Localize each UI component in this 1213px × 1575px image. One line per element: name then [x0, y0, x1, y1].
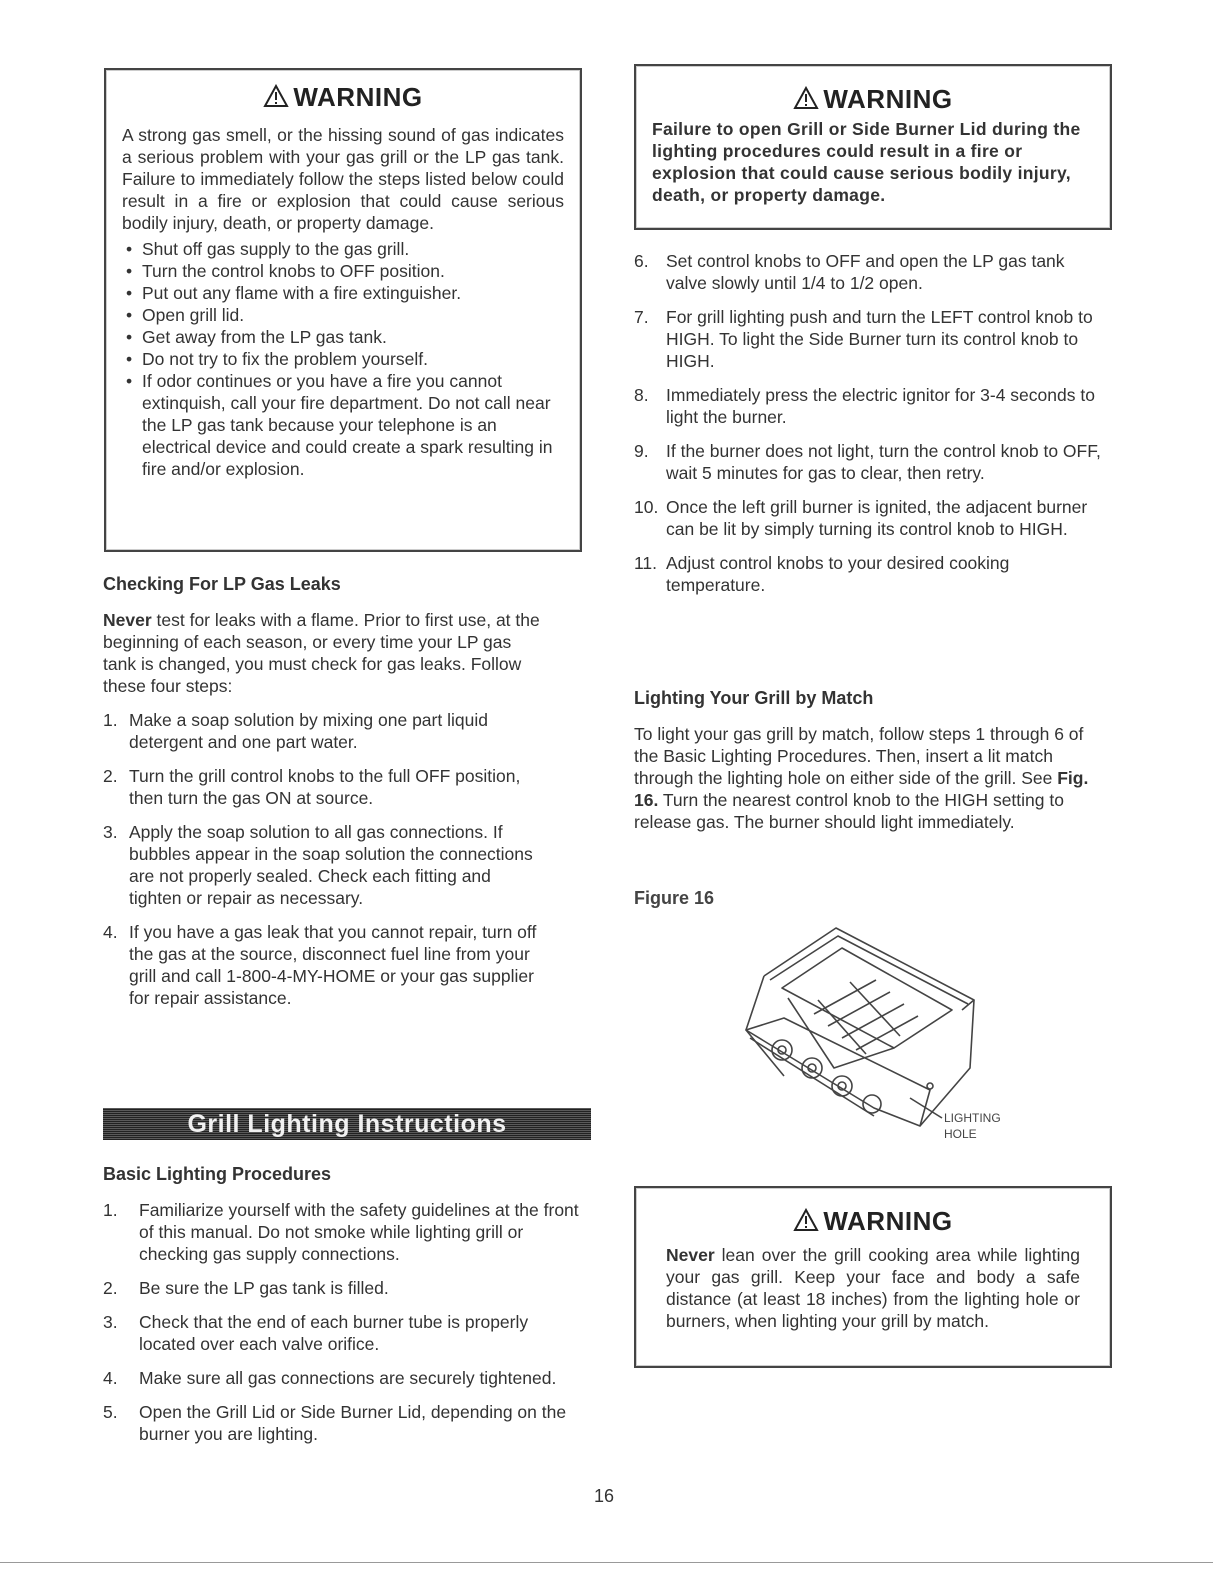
leak-check-section [103, 574, 543, 1009]
warning-title: WARNING [122, 82, 564, 114]
list-item: 4. Make sure all gas connections are securely tightened. [103, 1368, 557, 1388]
basic-step-list [103, 1199, 583, 1445]
list-item: 4. If you have a gas leak that you cannot repair, turn off the gas at the source, disconnect fuel line from your grill and call 1-800-4-MY-HOME or your gas supplier for repair assistance. [103, 922, 537, 1008]
list-item: • Put out any flame with a fire extinguisher. [126, 283, 462, 304]
warning-box-never-lean [634, 1186, 1112, 1368]
grill-illustration [724, 918, 994, 1142]
basic-step-list-continued [634, 250, 1104, 596]
match-lighting-section [634, 688, 1104, 833]
list-item: 9. If the burner does not light, turn the control knob to OFF, wait 5 minutes for gas to clear, then retry. [634, 441, 1101, 483]
list-item: • Get away from the LP gas tank. [126, 327, 387, 348]
warning-intro: A strong gas smell, or the hissing sound of gas indicates a serious problem with your gas grill or the LP gas tank. Failure to immediately follow the steps listed below could result in a fire or explosion that could cause serious bodily injury, death, or property damage. [122, 125, 564, 234]
list-item: 2. Be sure the LP gas tank is filled. [103, 1278, 389, 1298]
list-item: 3. Check that the end of each burner tube is properly located over each valve orifice. [103, 1312, 529, 1354]
list-item: • Shut off gas supply to the gas grill. [126, 239, 410, 260]
list-item: 8. Immediately press the electric ignitor for 3-4 seconds to light the burner. [634, 385, 1095, 427]
warning-triangle-icon [793, 86, 819, 116]
figure-caption: Figure 16 [634, 888, 715, 908]
warning-triangle-icon [793, 1208, 819, 1238]
list-item: 1. Familiarize yourself with the safety guidelines at the front of this manual. Do not smoke while lighting grill or checking gas supply connections. [103, 1200, 579, 1264]
warning-title: WARNING [666, 1206, 1080, 1238]
warning-bullet-list [122, 238, 564, 480]
bottom-divider [0, 1562, 1213, 1563]
banner-title: Grill Lighting Instructions [187, 1109, 507, 1138]
lighting-hole-label: LIGHTING HOLE [944, 1111, 1001, 1141]
warning-box-open-lid [634, 64, 1112, 230]
basic-lighting-section [103, 1164, 583, 1445]
warning-triangle-icon [263, 84, 289, 114]
list-item: 11. Adjust control knobs to your desired cooking temperature. [634, 553, 1010, 595]
warning-box-gas-smell [104, 68, 582, 552]
page-number: 16 [594, 1486, 615, 1506]
list-item: • Do not try to fix the problem yourself. [126, 349, 428, 370]
list-item: 10. Once the left grill burner is ignited, the adjacent burner can be lit by simply turning its control knob to HIGH. [634, 497, 1088, 539]
list-item: 3. Apply the soap solution to all gas connections. If bubbles appear in the soap solution the connections are not properly sealed. Check each fitting and tighten or repair as necessary. [103, 822, 533, 908]
list-item: • Open grill lid. [126, 305, 245, 326]
list-item: 5. Open the Grill Lid or Side Burner Lid, depending on the burner you are lighting. [103, 1402, 567, 1444]
list-item: 6. Set control knobs to OFF and open the LP gas tank valve slowly until 1/4 to 1/2 open. [634, 251, 1065, 293]
section-heading: Basic Lighting Procedures [103, 1164, 332, 1184]
warning-text: Never lean over the grill cooking area while lighting your gas grill. Keep your face and body a safe distance (at least 18 inches) from the lighting hole or burners, when lighting your grill by match. [666, 1245, 1080, 1332]
list-item: • If odor continues or you have a fire you cannot extinquish, call your fire department. Do not call near the LP gas tank because your telephone is an electrical device and could create a spark resulting in fire and/or explosion. [126, 371, 553, 480]
warning-title: WARNING [652, 84, 1094, 116]
section-heading: Lighting Your Grill by Match [634, 688, 874, 708]
leak-step-list [103, 709, 543, 1009]
list-item: 1. Make a soap solution by mixing one part liquid detergent and one part water. [103, 710, 488, 752]
warning-text: Failure to open Grill or Side Burner Lid during the lighting procedures could result in a fire or explosion that could cause serious bodily injury, death, or property damage. [652, 119, 1081, 206]
list-item: 2. Turn the grill control knobs to the full OFF position, then turn the gas ON at source. [103, 766, 521, 808]
section-heading: Checking For LP Gas Leaks [103, 574, 341, 594]
section-banner [103, 1108, 591, 1140]
leak-intro: Never test for leaks with a flame. Prior to first use, at the beginning of each season, or every time your LP gas tank is changed, you must check for gas leaks. Follow these four steps: [103, 610, 540, 696]
list-item: • Turn the control knobs to OFF position. [126, 261, 445, 282]
basic-lighting-continued [634, 250, 1104, 596]
list-item: 7. For grill lighting push and turn the LEFT control knob to HIGH. To light the Side Burner turn its control knob to HIGH. [634, 307, 1093, 371]
match-instructions: To light your gas grill by match, follow steps 1 through 6 of the Basic Lighting Procedures. Then, insert a lit match through the lighting hole on either side of the grill. See Fig. 16. Turn the nearest control knob to the HIGH setting to release gas. The burner should light immediately. [634, 724, 1089, 832]
